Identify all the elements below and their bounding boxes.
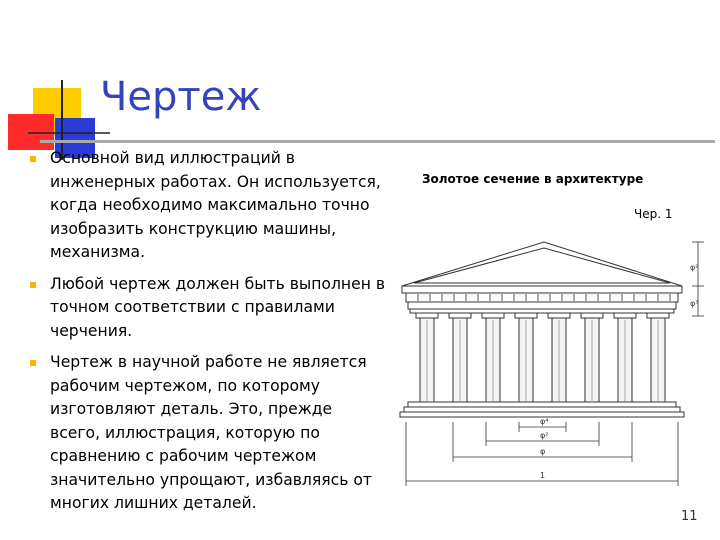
temple-drawing xyxy=(398,236,716,492)
pediment-inner xyxy=(414,248,670,283)
architrave xyxy=(408,302,676,309)
bullet-marker xyxy=(30,282,36,288)
page-number: 11 xyxy=(681,509,698,524)
bullet-list xyxy=(24,147,386,524)
dim-label-bottom-1: φ⁴ xyxy=(540,417,549,426)
dim-label-bottom-3: φ xyxy=(540,447,546,456)
bullet-text: Чертеж в научной работе не является рабочим чертежом, по которому изготовляют деталь. Это, прежде всего, иллюстрация, которую по сравнению с рабочим чертежом значительно упрощают, избавляясь от многих лишних деталей. xyxy=(50,353,373,512)
figure-caption: Золотое сечение в архитектуре xyxy=(422,172,644,186)
bullet-item xyxy=(24,147,386,265)
bullet-marker xyxy=(30,360,36,366)
dim-label-bottom-2: φ² xyxy=(540,431,549,440)
dim-label-right-top: φ² xyxy=(690,263,699,272)
bullet-item xyxy=(24,273,386,344)
slide-title: Чертеж xyxy=(100,74,262,120)
bullet-item xyxy=(24,351,386,516)
bullet-marker xyxy=(30,156,36,162)
abacus-band xyxy=(410,309,674,313)
title-rule xyxy=(40,140,715,143)
cornice xyxy=(402,286,682,293)
decorative-squares xyxy=(0,0,110,160)
bullet-text: Любой чертеж должен быть выполнен в точном соответствии с правилами черчения. xyxy=(50,274,386,340)
dim-label-bottom-4: 1 xyxy=(540,471,546,480)
stylobate xyxy=(400,402,684,417)
figure-number: Чер. 1 xyxy=(634,207,673,221)
frieze xyxy=(406,293,678,302)
colonnade xyxy=(420,318,665,402)
bullet-text: Основной вид иллюстраций в инженерных работах. Он используется, когда необходимо максимально точно изобразить конструкцию машины, механизма. xyxy=(50,149,381,261)
red-square xyxy=(8,114,54,150)
dim-label-right-bottom: φ³ xyxy=(690,299,699,308)
